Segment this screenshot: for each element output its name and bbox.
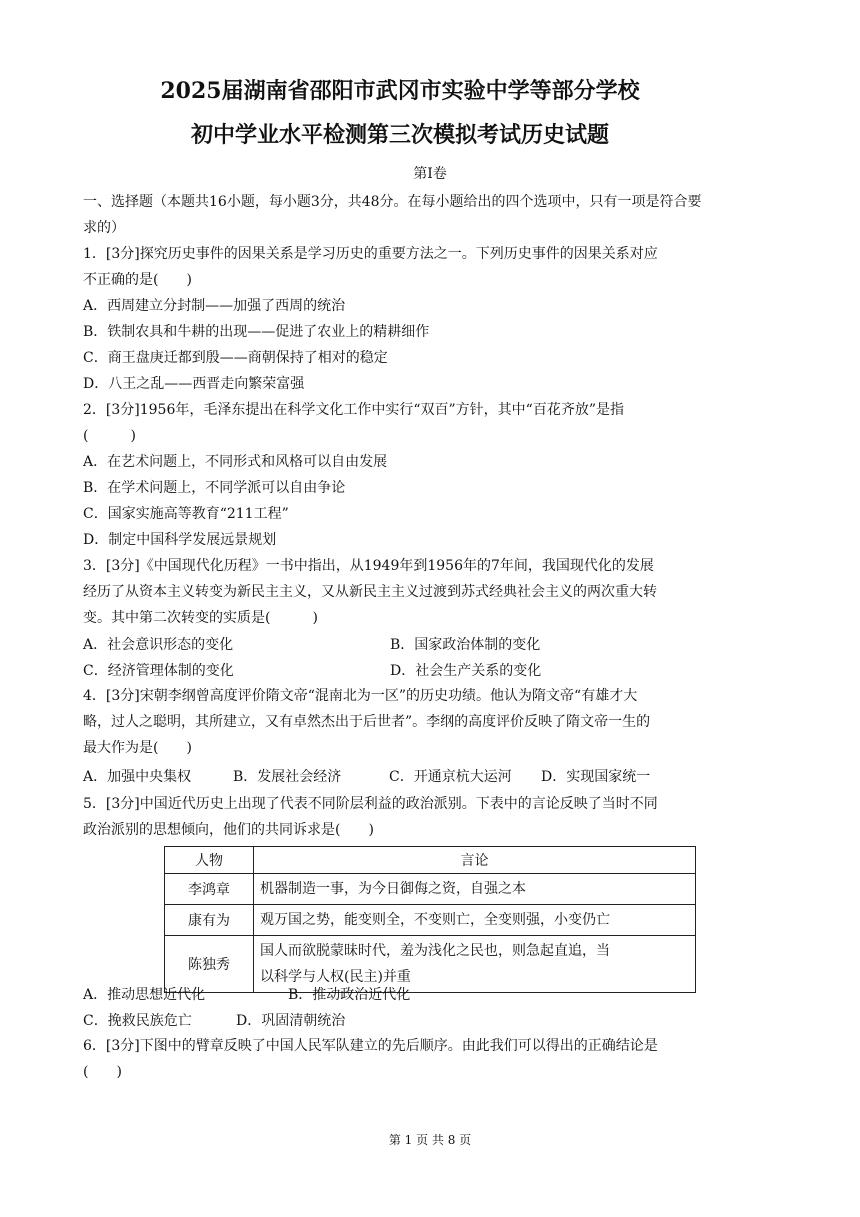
exam-title-line2: 初中学业水平检测第三次模拟考试历史试题 (190, 122, 609, 148)
question-2-option-c: C．国家实施高等教育“211工程” (83, 506, 289, 522)
question-3-option-d: D．社会生产关系的变化 (390, 663, 542, 679)
question-1-option-b: B．铁制农具和牛耕的出现——促进了农业上的精耕细作 (83, 324, 430, 340)
question-2-stem: ( ) (83, 428, 136, 444)
page-footer: 第 1 页 共 8 页 (388, 1133, 472, 1147)
table-cell-quote-line: 国人而欲脱蒙昧时代，羞为浅化之民也，则急起直追，当 (260, 943, 610, 959)
question-4-options-row (83, 766, 783, 786)
question-3-stem: 经历了从资本主义转变为新民主主义，又从新民主主义过渡到苏式经典社会主义的两次重大转 (83, 584, 657, 600)
quote-table (164, 846, 696, 993)
question-5-options-row (83, 984, 783, 1004)
table-row (165, 874, 696, 905)
question-5-option-a: A．推动思想近代化 (83, 987, 206, 1003)
question-4-stem: 4．[3分]宋朝李纲曾高度评价隋文帝“混南北为一区”的历史功绩。他认为隋文帝“有雄才大 (83, 688, 638, 704)
question-1-option-a: A．西周建立分封制——加强了西周的统治 (83, 298, 346, 314)
table-cell-quote-line: 以科学与人权(民主)并重 (260, 969, 411, 985)
question-5-options-row (83, 1010, 783, 1030)
question-5-stem: 政治派别的思想倾向，他们的共同诉求是( ) (83, 822, 374, 838)
question-1-stem: 不正确的是( ) (83, 272, 192, 288)
question-3-option-c: C．经济管理体制的变化 (83, 663, 234, 679)
question-2-option-d: D．制定中国科学发展远景规划 (83, 532, 277, 548)
question-5-stem: 5．[3分]中国近代历史上出现了代表不同阶层利益的政治派别。下表中的言论反映了当时不同 (83, 796, 658, 812)
question-1-option-d: D．八王之乱——西晋走向繁荣富强 (83, 376, 305, 392)
table-cell-quote: 机器制造一事，为今日御侮之资，自强之本 (254, 874, 696, 905)
question-5-option-d: D．巩固清朝统治 (236, 1013, 346, 1029)
table-cell-person: 陈独秀 (165, 936, 254, 993)
question-5-option-c: C．挽救民族危亡 (83, 1013, 192, 1029)
question-3-option-a: A．社会意识形态的变化 (83, 637, 234, 653)
section-heading: 第Ⅰ卷 (413, 166, 447, 182)
table-row (165, 905, 696, 936)
question-1-option-c: C．商王盘庚迁都到殷——商朝保持了相对的稳定 (83, 350, 388, 366)
table-cell-quote: 观万国之势，能变则全，不变则亡，全变则强，小变仍亡 (254, 905, 696, 936)
question-3-options-row (83, 660, 783, 680)
table-cell-person: 康有为 (165, 905, 254, 936)
instructions-line: 一、选择题（本题共16小题，每小题3分，共48分。在每小题给出的四个选项中，只有一项是符合要 (83, 194, 702, 210)
question-3-options-row (83, 634, 783, 654)
table-header-person: 人物 (165, 847, 254, 874)
question-3-option-b: B．国家政治体制的变化 (390, 637, 541, 653)
question-3-stem: 3．[3分]《中国现代化历程》一书中指出，从1949年到1956年的7年间，我国现代化的发展 (83, 558, 654, 574)
question-4-option-a: A．加强中央集权 (83, 769, 192, 785)
exam-title-line1: 2025届湖南省邵阳市武冈市实验中学等部分学校 (160, 78, 640, 104)
question-2-option-a: A．在艺术问题上，不同形式和风格可以自由发展 (83, 454, 388, 470)
question-1-stem: 1．[3分]探究历史事件的因果关系是学习历史的重要方法之一。下列历史事件的因果关系对应 (83, 246, 658, 262)
question-6-stem: ( ) (83, 1064, 122, 1080)
question-2-stem: 2．[3分]1956年，毛泽东提出在科学文化工作中实行“双百”方针，其中“百花齐放”是指 (83, 402, 624, 418)
question-4-stem: 最大作为是( ) (83, 740, 192, 756)
question-6-stem: 6．[3分]下图中的臂章反映了中国人民军队建立的先后顺序。由此我们可以得出的正确结论是 (83, 1038, 658, 1054)
instructions-line: 求的） (83, 220, 125, 236)
question-4-stem: 略，过人之聪明，其所建立，又有卓然杰出于后世者”。李纲的高度评价反映了隋文帝一生的 (83, 714, 651, 730)
question-4-option-b: B．发展社会经济 (233, 769, 342, 785)
question-5-option-b: B．推动政治近代化 (288, 987, 411, 1003)
table-header-quote: 言论 (254, 847, 696, 874)
question-2-option-b: B．在学术问题上，不同学派可以自由争论 (83, 480, 346, 496)
question-4-option-c: C．开通京杭大运河 (389, 769, 512, 785)
table-header-row (165, 847, 696, 874)
question-3-stem: 变。其中第二次转变的实质是( ) (83, 610, 318, 626)
question-4-option-d: D．实现国家统一 (541, 769, 651, 785)
table-cell-person: 李鸿章 (165, 874, 254, 905)
